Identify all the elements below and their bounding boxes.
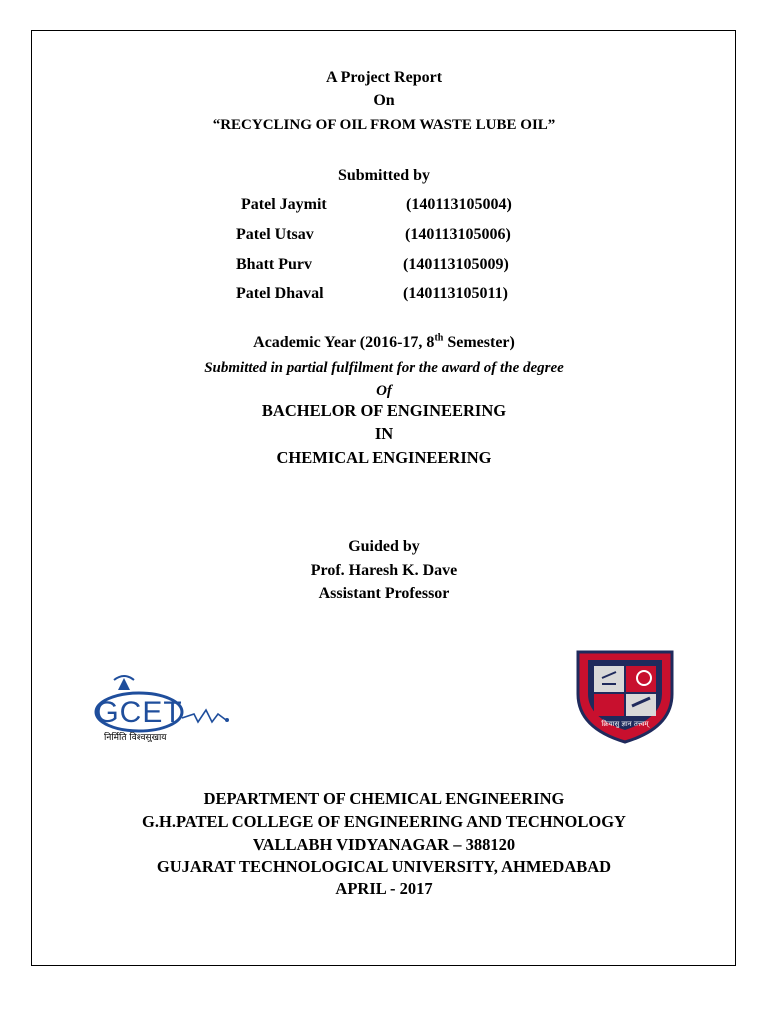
degree-name: BACHELOR OF ENGINEERING xyxy=(261,401,507,420)
guided-by-label: Guided by xyxy=(348,538,420,555)
submission-date: APRIL - 2017 xyxy=(335,879,433,898)
gtu-emblem-icon xyxy=(574,648,676,744)
student-id: (140113105006) xyxy=(405,226,511,243)
gcet-logo xyxy=(94,670,230,742)
submitted-by-label: Submitted by xyxy=(337,167,431,184)
partial-fulfilment-text: Submitted in partial fulfilment for the award of the degree xyxy=(204,360,564,376)
college-address: VALLABH VIDYANAGAR – 388120 xyxy=(252,835,516,854)
svg-text:GCET: GCET xyxy=(95,696,183,729)
student-id: (140113105004) xyxy=(406,196,512,213)
project-title: “RECYCLING OF OIL FROM WASTE LUBE OIL” xyxy=(212,117,556,133)
university-name: GUJARAT TECHNOLOGICAL UNIVERSITY, AHMEDABAD xyxy=(156,857,612,876)
student-name: Patel Dhaval xyxy=(236,285,324,302)
svg-text:निर्मिति विश्वसुखाय: निर्मिति विश्वसुखाय xyxy=(104,733,167,742)
svg-text:क्रियासु ज्ञान तत्त्वम्: क्रियासु ज्ञान तत्त्वम् xyxy=(601,720,649,728)
student-name: Patel Utsav xyxy=(236,226,314,243)
student-id: (140113105011) xyxy=(403,285,508,302)
branch-name: CHEMICAL ENGINEERING xyxy=(276,448,492,467)
guide-name: Prof. Haresh K. Dave xyxy=(310,562,458,579)
student-name: Bhatt Purv xyxy=(236,256,312,273)
report-label: A Project Report xyxy=(325,69,443,86)
guide-title: Assistant Professor xyxy=(318,585,450,602)
student-id: (140113105009) xyxy=(403,256,509,273)
student-name: Patel Jaymit xyxy=(241,196,327,213)
in-label: IN xyxy=(374,424,394,443)
college-name: G.H.PATEL COLLEGE OF ENGINEERING AND TECHNOLOGY xyxy=(142,812,626,831)
on-label: On xyxy=(373,92,395,109)
department-name: DEPARTMENT OF CHEMICAL ENGINEERING xyxy=(203,789,565,808)
of-label: Of xyxy=(376,383,392,399)
academic-year: Academic Year (2016-17, 8th Semester) xyxy=(253,332,515,351)
